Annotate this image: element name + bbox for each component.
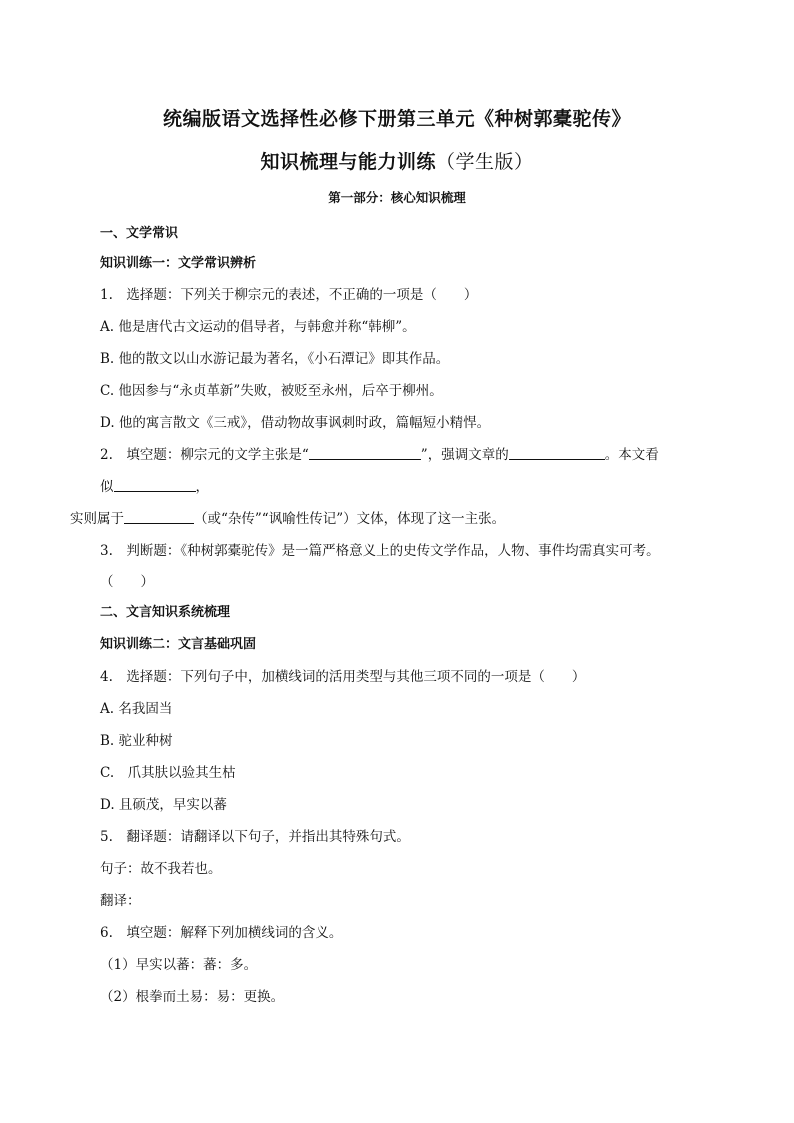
section-heading-literature: 一、文学常识 xyxy=(100,226,179,241)
subtitle-bold: 知识梳理与能力训练 xyxy=(260,151,436,173)
fill-blank-2[interactable] xyxy=(509,445,605,460)
subheading-classical-training: 知识训练二：文言基础巩固 xyxy=(100,637,257,652)
fill-blank-4[interactable] xyxy=(124,509,194,524)
question-4-stem: 4. 选择题：下列句子中，加横线词的活用类型与其他三项不同的一项是（ ） xyxy=(100,669,586,685)
question-1-stem: 1. 选择题：下列关于柳宗元的表述，不正确的一项是（ ） xyxy=(100,287,478,303)
question-4-option-a: A. 名我固当 xyxy=(100,701,173,717)
document-subtitle xyxy=(0,147,794,174)
question-5-translation-label: 翻译： xyxy=(100,893,141,909)
question-5-sentence: 句子：故不我若也。 xyxy=(100,861,222,877)
question-3-stem: 3. 判断题：《种树郭橐驼传》是一篇严格意义上的史传文学作品，人物、事件均需真实可考。 xyxy=(100,543,660,559)
subtitle-edition: （学生版） xyxy=(436,151,534,173)
question-6-item-1: （1）早实以蕃：蕃：多。 xyxy=(100,957,258,973)
question-4-option-b: B. 驼业种树 xyxy=(100,733,173,749)
subheading-literature-training: 知识训练一：文学常识辨析 xyxy=(100,256,257,271)
question-2-line-1: 2. 填空题：柳宗元的文学主张是“ ”，强调文章的 。本文看 xyxy=(100,447,659,463)
question-5-stem: 5. 翻译题：请翻译以下句子，并指出其特殊句式。 xyxy=(100,829,410,845)
fill-blank-1[interactable] xyxy=(309,445,421,460)
question-3-answer-bracket: （ ） xyxy=(100,574,154,590)
question-2-line-2: 似 ， xyxy=(100,479,209,495)
title-line-1: 统编版语文选择性必修下册第三单元《种树郭橐驼传》 xyxy=(162,108,631,130)
question-6-stem: 6. 填空题：解释下列加横线词的含义。 xyxy=(100,925,343,941)
fill-blank-3[interactable] xyxy=(114,477,196,492)
question-1-option-c: C. 他因参与“永贞革新”失败，被贬至永州，后卒于柳州。 xyxy=(100,383,443,399)
question-4-option-c: C. 爪其肤以验其生枯 xyxy=(100,765,236,781)
section-heading-classical-chinese: 二、文言知识系统梳理 xyxy=(100,605,231,620)
part-title: 第一部分：核心知识梳理 xyxy=(328,190,466,205)
question-1-option-a: A. 他是唐代古文运动的倡导者，与韩愈并称“韩柳”。 xyxy=(100,319,416,335)
question-1-option-b: B. 他的散文以山水游记最为著名，《小石潭记》即其作品。 xyxy=(100,351,450,367)
question-6-item-2: （2）根拳而土易：易：更换。 xyxy=(100,989,285,1005)
question-2-line-3: 实则属于 （或“杂传”“讽喻性传记”）文体，体现了这一主张。 xyxy=(70,511,506,527)
document-title xyxy=(0,104,794,131)
question-1-option-d: D. 他的寓言散文《三戒》，借动物故事讽刺时政，篇幅短小精悍。 xyxy=(100,415,491,431)
question-4-option-d: D. 且硕茂，早实以蕃 xyxy=(100,797,227,813)
